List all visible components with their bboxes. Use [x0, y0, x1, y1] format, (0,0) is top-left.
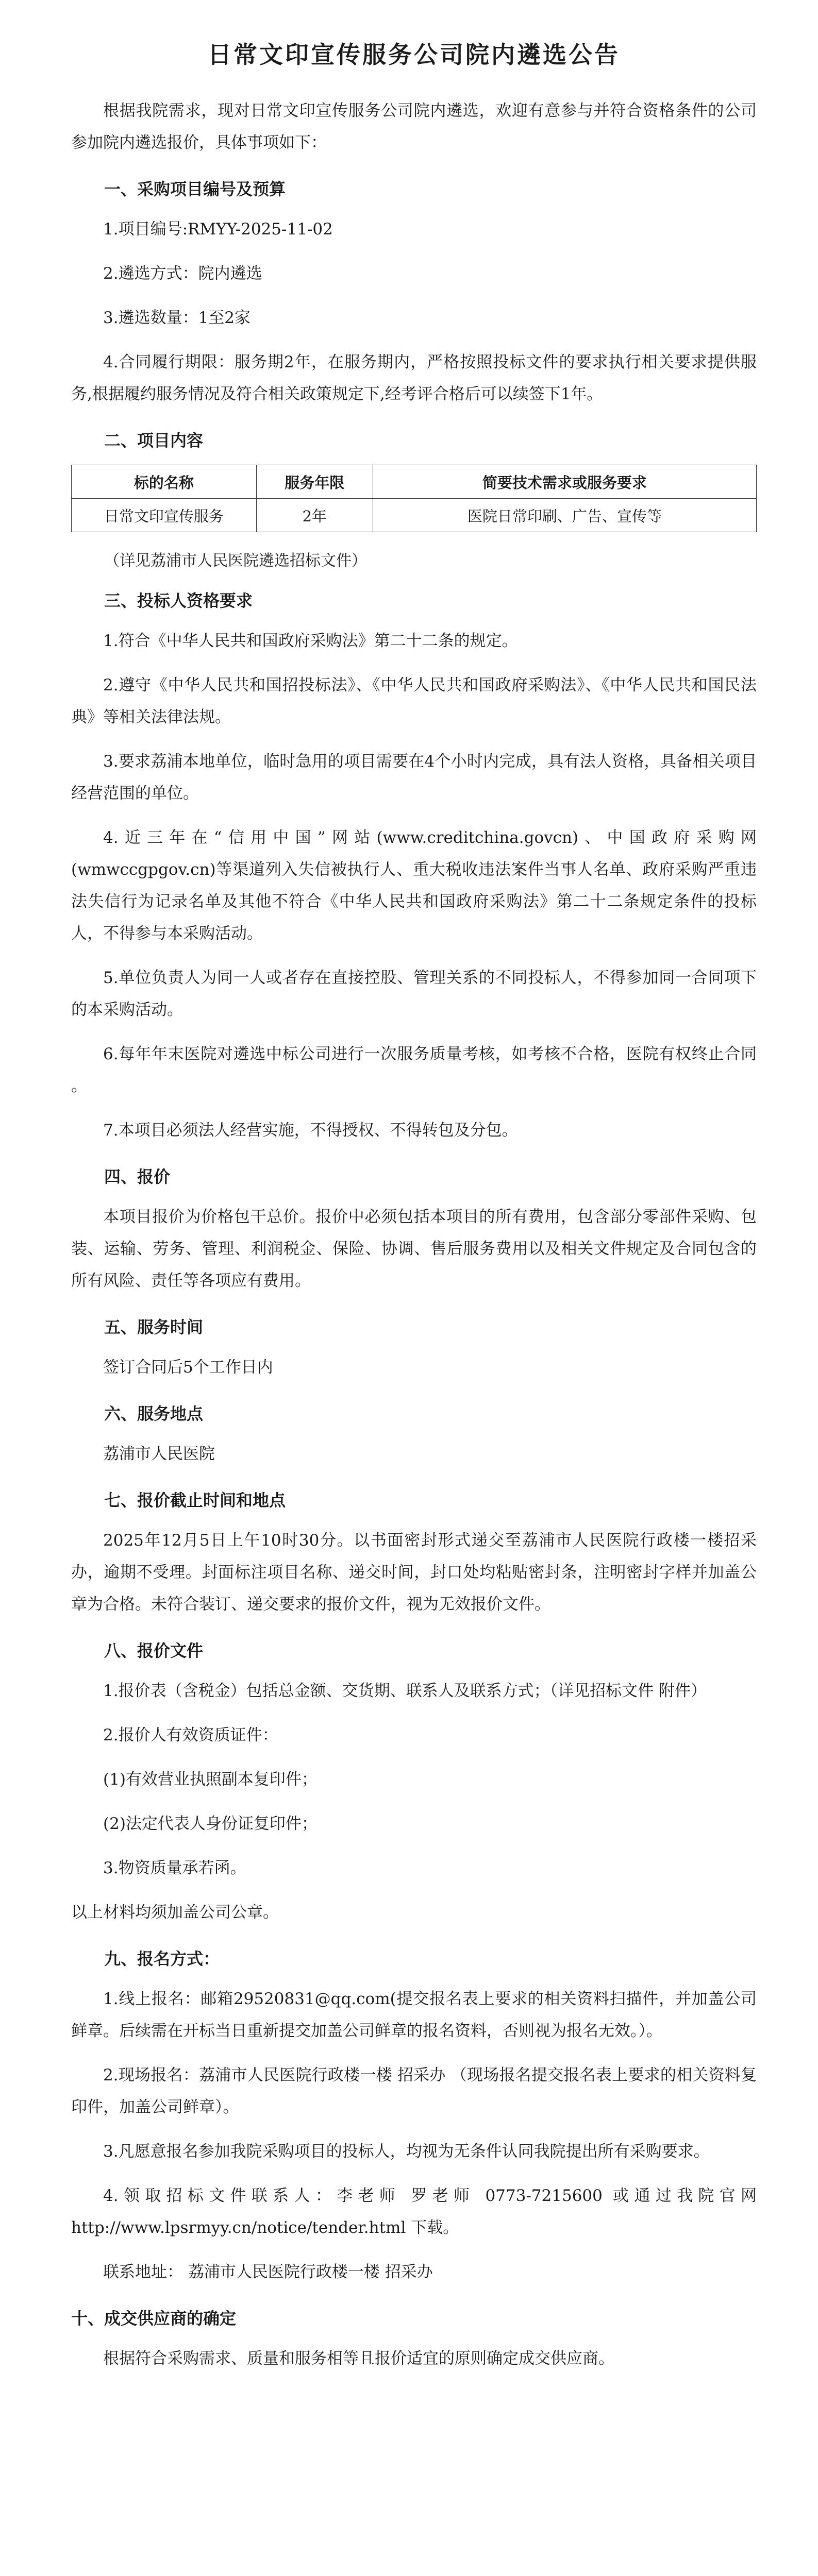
section-8-heading: 八、报价文件 — [104, 1641, 204, 1660]
s9-item: 3.凡愿意报名参加我院采购项目的投标人，均视为无条件认同我院提出所有采购要求。 — [103, 2142, 710, 2161]
section-2-heading: 二、项目内容 — [104, 431, 204, 450]
intro-paragraph: 根据我院需求，现对日常文印宣传服务公司院内遴选，欢迎有意参与并符合资格条件的公司参加院内遴选报价，具体事项如下： — [71, 101, 757, 152]
s8-item: 1.报价表（含税金）包括总金额、交货期、联系人及联系方式；（详见招标文件 附件） — [103, 1682, 707, 1700]
s3-item: 1.符合《中华人民共和国政府采购法》第二十二条的规定。 — [103, 632, 518, 650]
s8-item: (1)有效营业执照副本复印件； — [103, 1770, 318, 1789]
section-4-heading: 四、报价 — [104, 1167, 171, 1187]
s9-item: 1.线上报名：邮箱29520831@qq.com(提交报名表上要求的相关资料扫描件，并加盖公司鲜章。后续需在开标当日重新提交加盖公司鲜章的报名资料，否则视为报名无效。）。 — [71, 1990, 757, 2040]
section-9-heading: 九、报名方式： — [104, 1949, 220, 1969]
page-title: 日常文印宣传服务公司院内遴选公告 — [208, 41, 620, 69]
table-note: （详见荔浦市人民医院遴选招标文件） — [104, 552, 367, 570]
section-6-heading: 六、服务地点 — [104, 1404, 204, 1423]
section-10-heading: 十、成交供应商的确定 — [71, 2309, 237, 2328]
section-7-heading: 七、报价截止时间和地点 — [104, 1490, 286, 1510]
s8-item: 3.物资质量承若函。 — [103, 1859, 246, 1877]
s9-item: 2.现场报名：荔浦市人民医院行政楼一楼 招采办 （现场报名提交报名表上要求的相关资料复印件，加盖公司鲜章）。 — [71, 2066, 757, 2116]
s8-footer: 以上材料均须加盖公司公章。 — [71, 1903, 279, 1922]
s3-item: 3.要求荔浦本地单位，临时急用的项目需要在4个小时内完成，具有法人资格，具备相关项目经营范围的单位。 — [71, 752, 757, 803]
s3-item: 7.本项目必须法人经营实施，不得授权、不得转包及分包。 — [103, 1121, 518, 1140]
s9-item: 联系地址： 荔浦市人民医院行政楼一楼 招采办 — [103, 2263, 433, 2281]
table-cell: 医院日常印刷、广告、宣传等 — [373, 499, 756, 532]
s1-item: 1.项目编号:RMYY-2025-11-02 — [103, 220, 333, 239]
table-header: 标的名称 — [72, 465, 257, 499]
project-table — [71, 465, 757, 532]
section-1-heading: 一、采购项目编号及预算 — [104, 179, 286, 199]
document — [71, 36, 757, 2387]
table-cell: 2年 — [256, 499, 373, 532]
table-header-row — [72, 465, 757, 499]
s9-item: 4.领取招标文件联系人：李老师 罗老师 0773-7215600 或通过我院官网http://www.lpsrmyy.cn/notice/tender.html 下载。 — [71, 2187, 757, 2237]
s3-item: 4.近三年在“信用中国”网站(www.creditchina.govcn)、中国政府采购网(wmwccgpgov.cn)等渠道列入失信被执行人、重大税收违法案件当事人名单、政府采购严重违法失信行为记录名单及其他不符合《中华人民共和国政府采购法》第二十二条规定条件的投标人，不得参与本采购活动。 — [71, 828, 757, 943]
s3-item: 6.每年年末医院对遴选中标公司进行一次服务质量考核，如考核不合格，医院有权终止合同 。 — [71, 1045, 757, 1095]
section-3-heading: 三、投标人资格要求 — [104, 591, 253, 611]
section-5-heading: 五、服务时间 — [104, 1317, 204, 1337]
s6-text: 荔浦市人民医院 — [103, 1445, 215, 1463]
s3-item: 5.单位负责人为同一人或者存在直接控股、管理关系的不同投标人，不得参加同一合同项下的本采购活动。 — [71, 969, 757, 1019]
s5-text: 签订合同后5个工作日内 — [103, 1358, 273, 1377]
table-row — [72, 499, 757, 532]
s7-text: 2025年12月5日上午10时30分。以书面密封形式递交至荔浦市人民医院行政楼一楼招采办，逾期不受理。封面标注项目名称、递交时间，封口处均粘贴密封条，注明密封字样并加盖公章为合格。未符合装订、递交要求的报价文件，视为无效报价文件。 — [71, 1531, 757, 1614]
s8-item: (2)法定代表人身份证复印件； — [103, 1815, 318, 1833]
s10-text: 根据符合采购需求、质量和服务相等且报价适宜的原则确定成交供应商。 — [103, 2349, 614, 2368]
table-header: 服务年限 — [256, 465, 373, 499]
s8-item: 2.报价人有效资质证件： — [103, 1726, 278, 1744]
s3-item: 2.遵守《中华人民共和国招投标法》、《中华人民共和国政府采购法》、《中华人民共和国民法典》等相关法律法规。 — [71, 676, 757, 726]
table-cell: 日常文印宣传服务 — [72, 499, 257, 532]
s1-item: 2.遴选方式：院内遴选 — [103, 264, 262, 283]
s1-item: 3.遴选数量：1至2家 — [103, 309, 251, 327]
s1-item: 4.合同履行期限：服务期2年，在服务期内，严格按照投标文件的要求执行相关要求提供服务,根据履约服务情况及符合相关政策规定下,经考评合格后可以续签下1年。 — [71, 353, 757, 403]
s4-text: 本项目报价为价格包干总价。报价中必须包括本项目的所有费用，包含部分零部件采购、包装、运输、劳务、管理、利润税金、保险、协调、售后服务费用以及相关文件规定及合同包含的所有风险、责任等各项应有费用。 — [71, 1208, 757, 1290]
table-header: 简要技术需求或服务要求 — [373, 465, 756, 499]
